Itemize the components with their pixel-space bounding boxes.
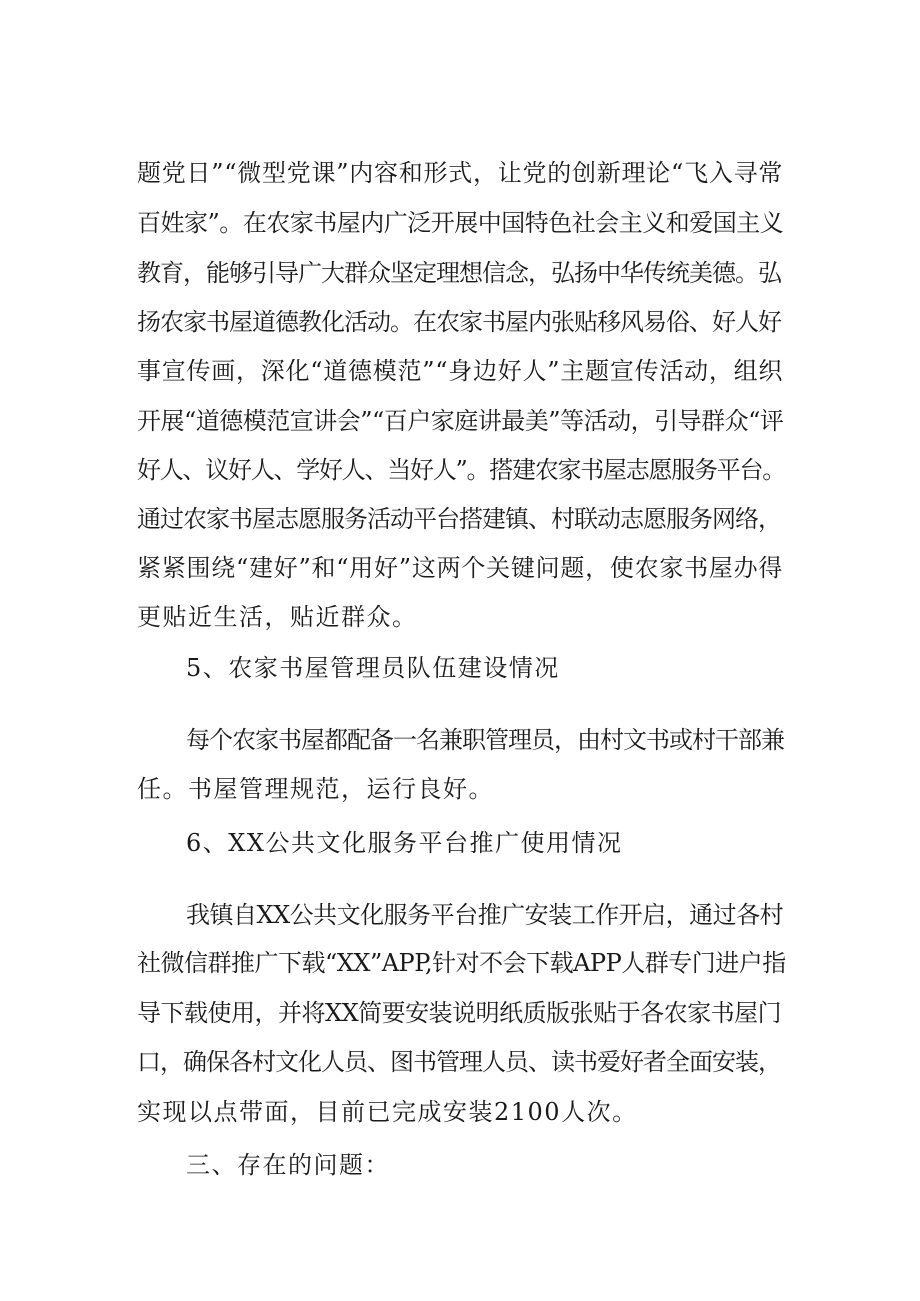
paragraph-line: 实现以点带面，目前已完成安装2100人次。 bbox=[137, 1098, 638, 1126]
paragraph-line: 扬农家书屋道德教化活动。在农家书屋内张贴移风易俗、好人好 bbox=[137, 308, 781, 336]
paragraph-line: 通过农家书屋志愿服务活动平台搭建镇、村联动志愿服务网络， bbox=[137, 505, 781, 533]
paragraph-line: 导下载使用，并将XX简要安装说明纸质版张贴于各农家书屋门 bbox=[137, 999, 782, 1027]
paragraph-line: 百姓家”。在农家书屋内广泛开展中国特色社会主义和爱国主义 bbox=[137, 209, 784, 237]
paragraph-line: 事宣传画，深化“道德模范”“身边好人”主题宣传活动，组织 bbox=[137, 357, 784, 385]
paragraph-line: 好人、议好人、学好人、当好人”。搭建农家书屋志愿服务平台。 bbox=[137, 456, 786, 484]
paragraph-line: 紧紧围绕“建好”和“用好”这两个关键问题，使农家书屋办得 bbox=[137, 554, 784, 582]
paragraph-line: 任。书屋管理规范，运行良好。 bbox=[137, 775, 494, 803]
paragraph-line: 更贴近生活，贴近群众。 bbox=[137, 603, 418, 631]
section-heading: 三、存在的问题： bbox=[186, 1151, 390, 1179]
paragraph-line: 口，确保各村文化人员、图书管理人员、读书爱好者全面安装， bbox=[137, 1048, 781, 1076]
paragraph-line: 每个农家书屋都配备一名兼职管理员，由村文书或村干部兼 bbox=[186, 726, 784, 754]
paragraph-line: 社微信群推广下载“XX”APP,针对不会下载APP人群专门进户指 bbox=[137, 949, 786, 977]
paragraph-line: 教育，能够引导广大群众坚定理想信念，弘扬中华传统美德。弘 bbox=[137, 259, 781, 287]
section-heading: 6、XX公共文化服务平台推广使用情况 bbox=[186, 829, 623, 857]
section-heading: 5、农家书屋管理员队伍建设情况 bbox=[186, 654, 560, 682]
paragraph-line: 题党日”“微型党课”内容和形式，让党的创新理论“飞入寻常 bbox=[137, 159, 784, 187]
paragraph-line: 开展“道德模范宣讲会”“百户家庭讲最美”等活动，引导群众“评 bbox=[137, 407, 784, 435]
paragraph-line: 我镇自XX公共文化服务平台推广安装工作开启，通过各村 bbox=[186, 901, 784, 929]
